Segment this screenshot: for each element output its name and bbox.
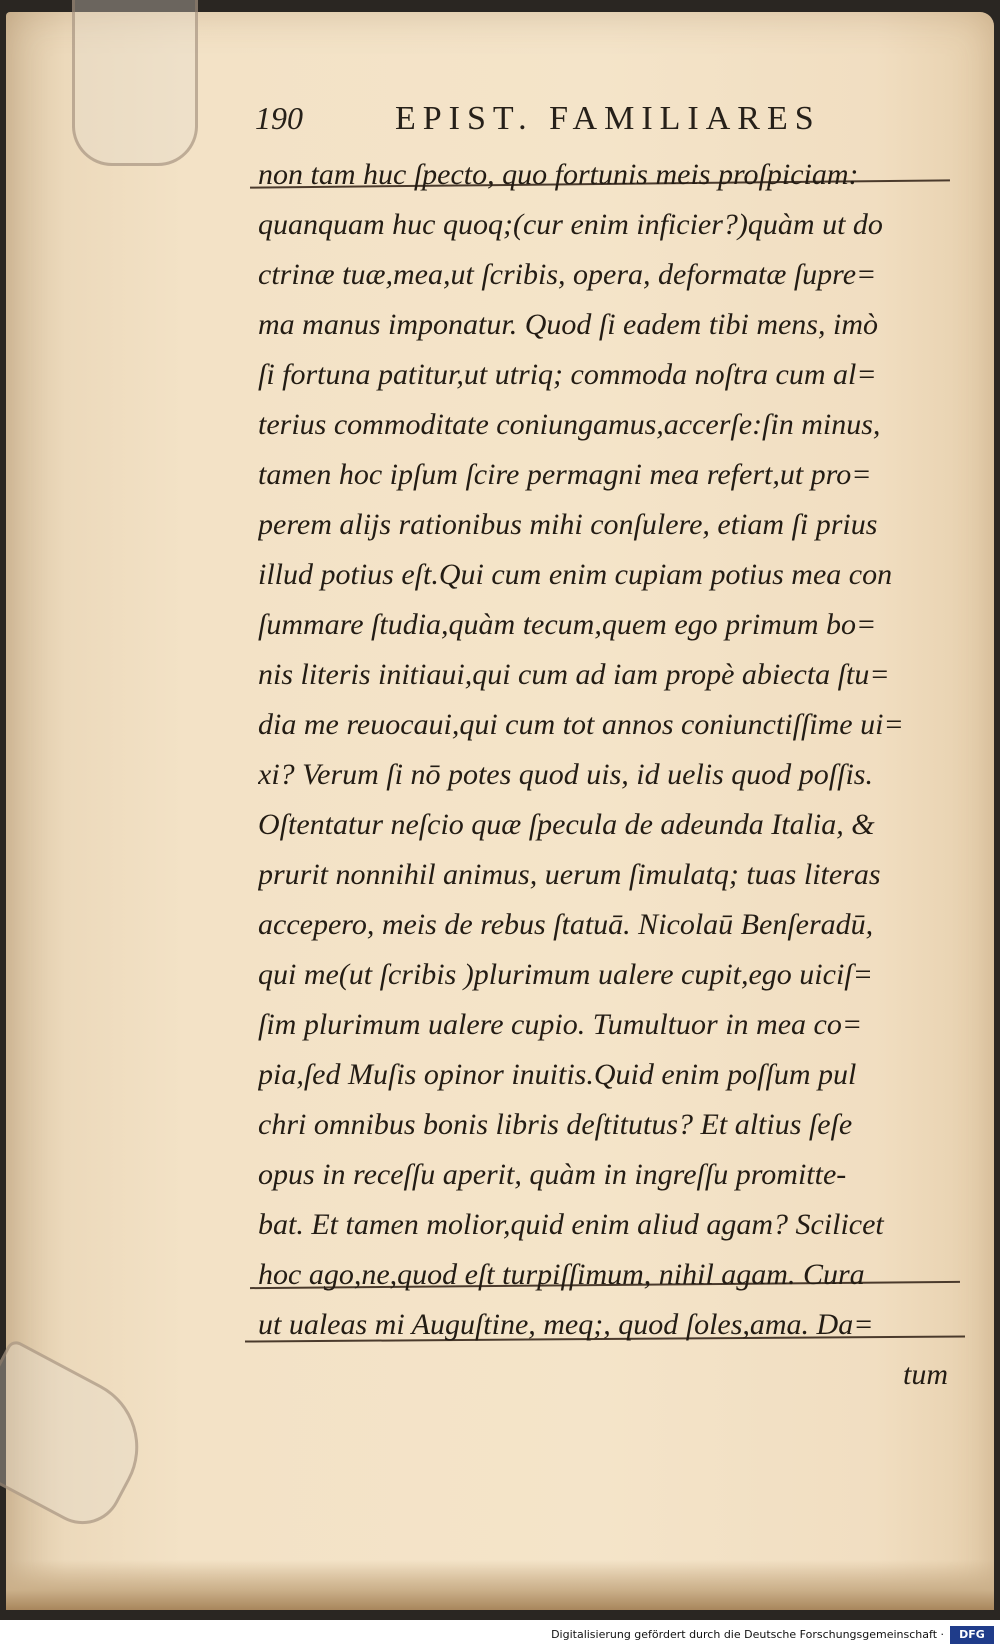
text-line: ſi fortuna patitur,ut utriq; commoda noſtra cum al= [258, 358, 877, 391]
text-line: Oſtentatur neſcio quæ ſpecula de adeunda Italia, & [258, 808, 875, 841]
text-line: nis literis initiaui,qui cum ad iam propè abiecta ſtu= [258, 658, 890, 691]
text-line: qui me(ut ſcribis )plurimum ualere cupit,ego uiciſ= [258, 958, 873, 991]
letter-body [258, 150, 970, 1400]
text-line: terius commoditate coniungamus,accerſe:ſin minus, [258, 408, 881, 441]
text-line: accepero, meis de rebus ſtatuā. Nicolaū Benſeradū, [258, 908, 874, 941]
text-line: opus in receſſu aperit, quàm in ingreſſu promitte- [258, 1158, 847, 1191]
text-line: ut ualeas mi Auguſtine, meq;, quod ſoles,ama. Da= [258, 1308, 874, 1341]
text-line: ctrinæ tuæ,mea,ut ſcribis, opera, deformatæ ſupre= [258, 258, 877, 291]
text-line: chri omnibus bonis libris deſtitutus? Et altius ſeſe [258, 1108, 853, 1141]
text-line: tamen hoc ipſum ſcire permagni mea refert,ut pro= [258, 458, 872, 491]
text-line: dia me reuocaui,qui cum tot annos coniunctiſſime ui= [258, 708, 904, 741]
text-line: ſim plurimum ualere cupio. Tumultuor in mea co= [258, 1008, 863, 1041]
page-edge-shadow [6, 1560, 994, 1610]
page-number: 190 [255, 100, 303, 136]
page-header [255, 100, 875, 150]
text-line: quanquam huc quoq;(cur enim inficier?)quàm ut do [258, 208, 883, 241]
book-clip-top [72, 0, 198, 166]
text-line: ſummare ſtudia,quàm tecum,quem ego primum bo= [258, 608, 877, 641]
text-line: pia,ſed Muſis opinor inuitis.Quid enim poſſum pul [258, 1058, 857, 1091]
funding-credit: Digitalisierung gefördert durch die Deutsche Forschungsgemeinschaft · [551, 1628, 944, 1641]
text-line: hoc ago,ne,quod eſt turpiſſimum, nihil agam. Cura [258, 1258, 865, 1291]
dfg-logo: DFG [950, 1626, 994, 1644]
digitization-footer [0, 1620, 1000, 1651]
text-line: perem alijs rationibus mihi conſulere, etiam ſi prius [258, 508, 878, 541]
text-line: non tam huc ſpecto, quo fortunis meis proſpiciam: [258, 158, 859, 191]
catchword: tum [903, 1358, 948, 1391]
text-line: bat. Et tamen molior,quid enim aliud agam? Scilicet [258, 1208, 884, 1241]
text-line: xi? Verum ſi nō potes quod uis, id uelis quod poſſis. [258, 758, 873, 791]
text-line: illud potius eſt.Qui cum enim cupiam potius mea con [258, 558, 893, 591]
running-title: EPIST. FAMILIARES [395, 100, 821, 137]
text-line: prurit nonnihil animus, uerum ſimulatq; tuas literas [258, 858, 881, 891]
text-line: ma manus imponatur. Quod ſi eadem tibi mens, imò [258, 308, 878, 341]
